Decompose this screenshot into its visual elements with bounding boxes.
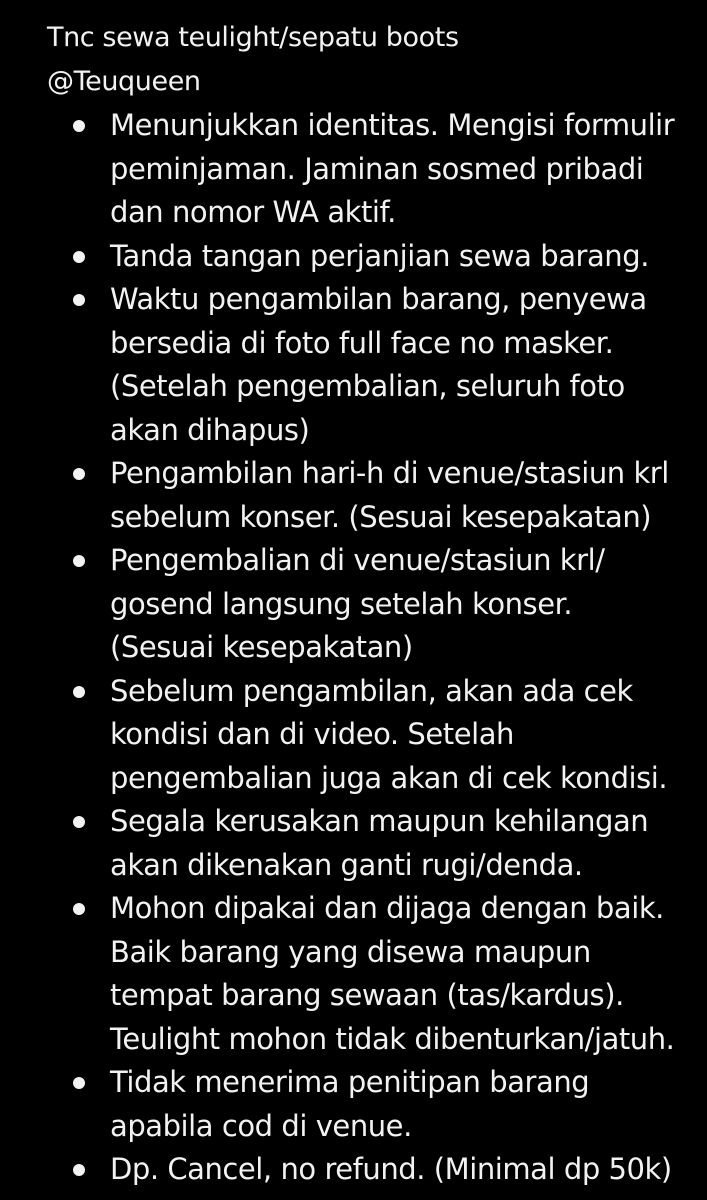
terms-item-line: Waktu pengambilan barang, penyewa xyxy=(110,282,647,316)
bullet-icon xyxy=(73,468,85,480)
terms-item-line: Pengambilan hari-h di venue/stasiun krl xyxy=(110,456,669,490)
bullet-icon xyxy=(73,1077,85,1089)
bullet-icon xyxy=(73,120,85,132)
bullet-icon xyxy=(73,686,85,698)
terms-item xyxy=(47,1061,693,1148)
terms-item-line: sebelum konser. (Sesuai kesepakatan) xyxy=(110,499,652,534)
terms-list xyxy=(47,104,693,1192)
bullet-icon xyxy=(73,903,85,915)
terms-item xyxy=(47,104,693,235)
terms-item-line: dan nomor WA aktif. xyxy=(110,195,396,229)
terms-item-line: Tanda tangan perjanjian sewa barang. xyxy=(110,238,649,273)
terms-item xyxy=(47,1148,693,1192)
terms-item-line: tempat barang sewaan (tas/kardus). xyxy=(110,978,624,1012)
terms-item-line: gosend langsung setelah konser. xyxy=(110,586,573,621)
terms-item xyxy=(47,670,693,801)
terms-item-line: akan dikenakan ganti rugi/denda. xyxy=(110,847,583,882)
terms-item-line: Mohon dipakai dan dijaga dengan baik. xyxy=(110,891,664,925)
terms-item-line: Menunjukkan identitas. Mengisi formulir xyxy=(110,108,675,142)
bullet-icon xyxy=(73,251,85,263)
terms-item-line: peminjaman. Jaminan sosmed pribadi xyxy=(110,151,644,186)
terms-item-line: akan dihapus) xyxy=(110,412,310,447)
terms-item xyxy=(47,235,693,279)
terms-item-line: Segala kerusakan maupun kehilangan xyxy=(110,804,649,838)
terms-item-line: bersedia di foto full face no masker. xyxy=(110,325,614,360)
terms-item-line: (Setelah pengembalian, seluruh foto xyxy=(110,369,625,403)
terms-item-line: Teulight mohon tidak dibenturkan/jatuh. xyxy=(110,1021,675,1056)
terms-item-line: Pengembalian di venue/stasiun krl/ xyxy=(110,543,605,577)
terms-item-line: Dp. Cancel, no refund. (Minimal dp 50k) xyxy=(110,1152,672,1186)
terms-item-line: (Sesuai kesepakatan) xyxy=(110,630,413,664)
terms-item-line: Sebelum pengambilan, akan ada cek xyxy=(110,673,633,708)
terms-item xyxy=(47,278,693,452)
terms-item xyxy=(47,800,693,887)
terms-item xyxy=(47,539,693,670)
author-handle: @Teuqueen xyxy=(47,66,201,97)
bullet-icon xyxy=(73,1164,85,1176)
terms-item xyxy=(47,452,693,539)
terms-item-line: apabila cod di venue. xyxy=(110,1108,412,1143)
note-title: Tnc sewa teulight/sepatu boots xyxy=(47,22,459,53)
bullet-icon xyxy=(73,294,85,306)
terms-item-line: Tidak menerima penitipan barang xyxy=(110,1065,590,1099)
terms-item-line: Baik barang yang disewa maupun xyxy=(110,934,591,969)
terms-item xyxy=(47,887,693,1061)
terms-item-line: kondisi dan di video. Setelah xyxy=(110,717,514,751)
bullet-icon xyxy=(73,555,85,567)
terms-item-line: pengembalian juga akan di cek kondisi. xyxy=(110,760,668,795)
bullet-icon xyxy=(73,816,85,828)
